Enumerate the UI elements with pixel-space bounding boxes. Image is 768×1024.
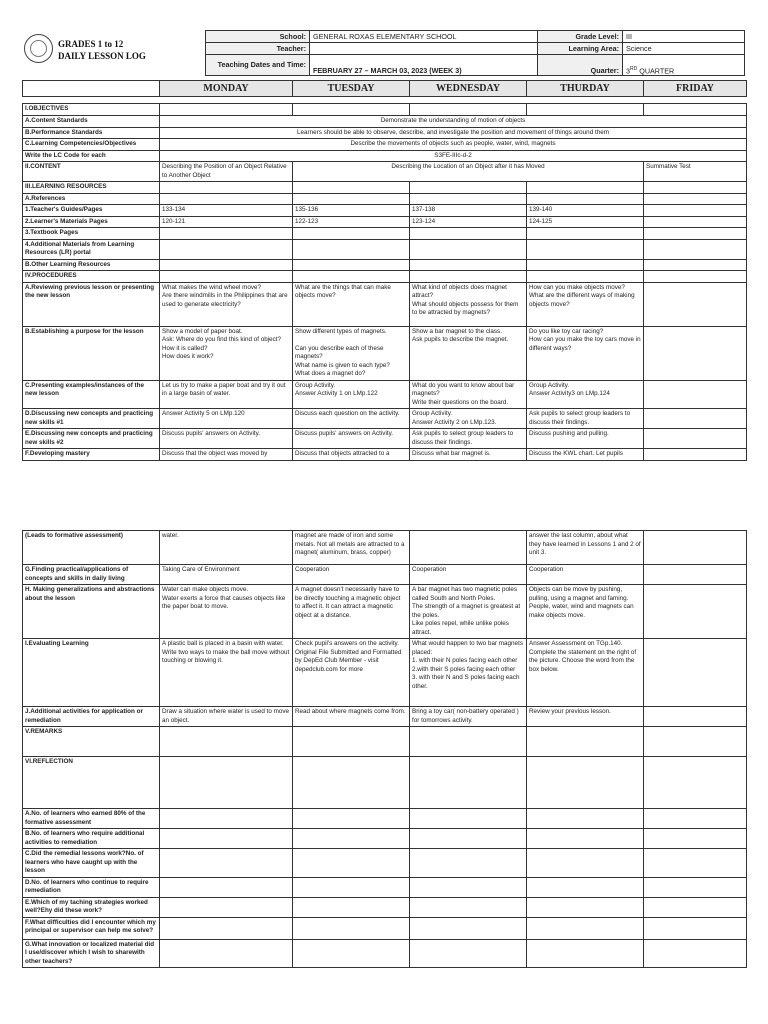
- row-label: E.Discussing new concepts and practicing new skills #2: [23, 429, 160, 449]
- day-cell: [410, 727, 527, 757]
- table-row: [23, 707, 747, 727]
- day-cell: water.: [160, 531, 293, 565]
- day-cell: [293, 897, 410, 917]
- table-row: [23, 150, 747, 162]
- day-cell: [160, 271, 293, 283]
- teacher-label: Teacher:: [206, 43, 310, 55]
- day-cell: Cooperation: [527, 565, 644, 585]
- row-label: H. Making generalizations and abstractions about the lesson: [23, 585, 160, 639]
- day-cell: Discuss that objects attracted to a: [293, 449, 410, 461]
- day-cell: Cooperation: [293, 565, 410, 585]
- row-label: B.Performance Standards: [23, 127, 160, 139]
- day-cell: [160, 104, 293, 116]
- day-cell: 133-134: [160, 205, 293, 217]
- day-cell: [527, 809, 644, 829]
- day-cell: 124-125: [527, 216, 644, 228]
- day-cell: [644, 282, 747, 326]
- row-label: A.Content Standards: [23, 116, 160, 128]
- day-cell: [644, 897, 747, 917]
- day-cell: [644, 409, 747, 429]
- day-cell: [160, 757, 293, 809]
- dates-label: Teaching Dates and Time:: [206, 55, 310, 76]
- day-cell: [293, 939, 410, 968]
- row-label: F.What difficulties did I encounter which my principal or supervisor can help me solve?: [23, 917, 160, 939]
- table-row: [23, 193, 747, 205]
- day-cell: [410, 757, 527, 809]
- day-heading-wednesday: WEDNESDAY: [410, 81, 527, 97]
- day-cell: [410, 809, 527, 829]
- table-row: [23, 449, 747, 461]
- table-row: [23, 639, 747, 707]
- table-row: [23, 877, 747, 897]
- day-cell: [644, 809, 747, 829]
- day-cell: Review your previous lesson.: [527, 707, 644, 727]
- table-row: [23, 271, 747, 283]
- day-cell: 139-140: [527, 205, 644, 217]
- table-row: [23, 116, 747, 128]
- day-cell: Draw a situation where water is used to move an object.: [160, 707, 293, 727]
- row-label: I.Evaluating Learning: [23, 639, 160, 707]
- row-label: 1.Teacher's Guides/Pages: [23, 205, 160, 217]
- day-cell: [644, 449, 747, 461]
- day-cell: [293, 239, 410, 259]
- day-cell: [644, 259, 747, 271]
- day-cell: 122-123: [293, 216, 410, 228]
- table-row: [23, 205, 747, 217]
- day-cell: [644, 727, 747, 757]
- day-cell: [160, 727, 293, 757]
- deped-seal-logo: [24, 34, 53, 63]
- day-cell: Discuss that the object was moved by: [160, 449, 293, 461]
- table-row: [23, 239, 747, 259]
- day-cell: answer the last column, about what they have learned in Lessons 1 and 2 of unit 3.: [527, 531, 644, 565]
- table-row: [23, 380, 747, 409]
- day-cell: 123-124: [410, 216, 527, 228]
- table-row: [23, 127, 747, 139]
- day-cell: [293, 104, 410, 116]
- day-cell: [527, 917, 644, 939]
- day-cell: [644, 239, 747, 259]
- table-row: [23, 409, 747, 429]
- school-label: School:: [206, 31, 310, 43]
- day-cell: [410, 877, 527, 897]
- day-cell: [410, 829, 527, 849]
- page-gap: [0, 478, 768, 528]
- day-cell: 120-121: [160, 216, 293, 228]
- row-label: A.Reviewing previous lesson or presenting the new lesson: [23, 282, 160, 326]
- day-cell: Show a model of paper boat. Ask: Where do you find this kind of object? How it is called? How does it work?: [160, 326, 293, 380]
- day-cell: Ask pupils to select group leaders to discuss their findings.: [527, 409, 644, 429]
- table-row: [23, 585, 747, 639]
- grade-level-label: Grade Level:: [538, 31, 623, 43]
- row-label: D.No. of learners who continue to require remediation: [23, 877, 160, 897]
- row-label: F.Developing mastery: [23, 449, 160, 461]
- day-cell: Discuss pupils' answers on Activity.: [160, 429, 293, 449]
- day-cell: What makes the wind wheel move? Are there windmills in the Philippines that are used to generate electricity?: [160, 282, 293, 326]
- title-line-1: GRADES 1 to 12: [58, 39, 124, 49]
- day-cell: Summative Test: [644, 162, 747, 182]
- day-cell: [410, 259, 527, 271]
- day-cell: [644, 757, 747, 809]
- day-cell: [527, 271, 644, 283]
- day-cell: Bring a toy car( non-battery operated ) for tomorrows activity.: [410, 707, 527, 727]
- day-cell: [160, 849, 293, 878]
- day-cell: [160, 897, 293, 917]
- table-row: [23, 939, 747, 968]
- table-row: [23, 429, 747, 449]
- day-cell: What do you want to know about bar magnets? Write their questions on the board.: [410, 380, 527, 409]
- row-label: 4.Additional Materials from Learning Resources (LR) portal: [23, 239, 160, 259]
- day-cell: [644, 877, 747, 897]
- day-cell: Discuss each question on the activity.: [293, 409, 410, 429]
- day-cell: What would happen to two bar magnets placed: 1. with their N poles facing each other 2.with their S poles facing each other 3. with their N and S poles facing each other.: [410, 639, 527, 707]
- day-cell: [293, 809, 410, 829]
- day-cell: [644, 182, 747, 194]
- day-cell: [527, 104, 644, 116]
- day-cell: [410, 531, 527, 565]
- day-cell: [527, 727, 644, 757]
- day-cell: [160, 917, 293, 939]
- day-cell: A magnet doesn't necessarily have to be directly touching a magnetic object to affect it. It can attract a magnetic object at a distance.: [293, 585, 410, 639]
- day-cell: [160, 829, 293, 849]
- day-cell: [410, 182, 527, 194]
- table-row: [23, 531, 747, 565]
- day-cell: 135-136: [293, 205, 410, 217]
- day-cell: [644, 205, 747, 217]
- day-cell: [644, 939, 747, 968]
- table-row: [23, 757, 747, 809]
- day-cell: [410, 939, 527, 968]
- day-cell: magnet are made of iron and some metals. Not all metals are attracted to a magnet( aluminum, brass, copper): [293, 531, 410, 565]
- header-info-table: [205, 30, 745, 76]
- row-label: E.Which of my taching strategies worked well?Ehy did these work?: [23, 897, 160, 917]
- day-cell: [527, 849, 644, 878]
- day-cell: [644, 228, 747, 240]
- row-label: V.REMARKS: [23, 727, 160, 757]
- day-cell: [644, 707, 747, 727]
- day-cell: Discuss the KWL chart. Let pupils: [527, 449, 644, 461]
- row-label: A.References: [23, 193, 160, 205]
- day-cell: [644, 429, 747, 449]
- day-cell: Ask pupils to select group leaders to discuss their findings.: [410, 429, 527, 449]
- day-cell: [527, 182, 644, 194]
- row-label: A.No. of learners who earned 80% of the formative assessment: [23, 809, 160, 829]
- day-cell: [527, 939, 644, 968]
- day-cell: [527, 259, 644, 271]
- day-cell: [293, 271, 410, 283]
- table-row: [23, 917, 747, 939]
- day-cell: [410, 228, 527, 240]
- day-cell: [644, 326, 747, 380]
- day-cell: [293, 228, 410, 240]
- day-cell: Group Activity. Answer Activity3 on LMp.124: [527, 380, 644, 409]
- teacher-value: [310, 43, 538, 55]
- day-cell: [410, 917, 527, 939]
- day-cell: A plastic ball is placed in a basin with water. Write two ways to make the ball move without touching or blowing it.: [160, 639, 293, 707]
- day-cell: [644, 380, 747, 409]
- day-cell: Group Activity. Answer Activity 2 on LMp.123.: [410, 409, 527, 429]
- table-row: [23, 565, 747, 585]
- row-label: 3.Textbook Pages: [23, 228, 160, 240]
- day-cell: [644, 565, 747, 585]
- table-row: [23, 162, 747, 182]
- table-row: [23, 282, 747, 326]
- spanned-cell: Describing the Location of an Object after it has Moved: [293, 162, 644, 182]
- day-cell: [410, 849, 527, 878]
- day-cell: [293, 193, 410, 205]
- day-cell: [293, 757, 410, 809]
- day-cell: [160, 939, 293, 968]
- row-label: G.Finding practical/applications of concepts and skills in daily living: [23, 565, 160, 585]
- day-cell: [644, 216, 747, 228]
- row-label: C.Did the remedial lessons work?No. of learners who have caught up with the lesson: [23, 849, 160, 878]
- day-cell: [644, 193, 747, 205]
- row-label: B.Other Learning Resources: [23, 259, 160, 271]
- day-cell: [527, 897, 644, 917]
- day-cell: Check pupil's answers on the activity. Original File Submitted and Formatted by DepEd Club Member - visit depedclub.com for more: [293, 639, 410, 707]
- day-cell: [410, 239, 527, 259]
- table-row: [23, 897, 747, 917]
- row-label: D.Discussing new concepts and practicing new skills #1: [23, 409, 160, 429]
- row-label: B.No. of learners who require additional activities to remediation: [23, 829, 160, 849]
- day-heading-monday: MONDAY: [160, 81, 293, 97]
- day-cell: [160, 228, 293, 240]
- day-cell: Discuss pushing and pulling.: [527, 429, 644, 449]
- day-cell: [527, 193, 644, 205]
- title-line-2: DAILY LESSON LOG: [58, 51, 146, 61]
- day-cell: [644, 849, 747, 878]
- lesson-table-page-2: [22, 530, 747, 968]
- day-cell: Discuss pupils' answers on Activity.: [293, 429, 410, 449]
- grade-level-value: III: [623, 31, 745, 43]
- quarter-label: Quarter:: [538, 55, 623, 76]
- row-label: IV.PROCEDURES: [23, 271, 160, 283]
- table-row: [23, 849, 747, 878]
- learning-area-value: Science: [623, 43, 745, 55]
- table-row: [23, 182, 747, 194]
- day-cell: Objects can be move by pushing, pulling, using a magnet and faming. People, water, wind and magnets can make objects move.: [527, 585, 644, 639]
- day-cell: [410, 271, 527, 283]
- day-cell: Show different types of magnets. Can you describe each of these magnets? What name is given to each type? What does a magnet do?: [293, 326, 410, 380]
- day-heading-thurday: THURDAY: [527, 81, 644, 97]
- day-cell: [293, 849, 410, 878]
- day-cell: [410, 897, 527, 917]
- day-cell: [293, 727, 410, 757]
- day-cell: [293, 917, 410, 939]
- row-label: B.Establishing a purpose for the lesson: [23, 326, 160, 380]
- day-cell: Describing the Position of an Object Relative to Another Object: [160, 162, 293, 182]
- day-cell: What are the things that can make objects move?: [293, 282, 410, 326]
- lesson-table-page-1: [22, 103, 747, 461]
- day-cell: Read about where magnets come from.: [293, 707, 410, 727]
- day-cell: [527, 877, 644, 897]
- table-row: [23, 216, 747, 228]
- day-cell: Cooperation: [410, 565, 527, 585]
- day-cell: [160, 239, 293, 259]
- day-cell: [527, 239, 644, 259]
- table-row: [23, 829, 747, 849]
- row-label: VI.REFLECTION: [23, 757, 160, 809]
- table-row: [23, 259, 747, 271]
- day-cell: [160, 193, 293, 205]
- day-cell: 137-138: [410, 205, 527, 217]
- day-cell: [160, 809, 293, 829]
- day-cell: [293, 877, 410, 897]
- day-cell: [527, 757, 644, 809]
- day-heading-tuesday: TUESDAY: [293, 81, 410, 97]
- day-cell: [644, 104, 747, 116]
- day-cell: Water can make objects move. Water exerts a force that causes objects like the paper boat to move.: [160, 585, 293, 639]
- day-cell: Discuss what bar magnet is.: [410, 449, 527, 461]
- day-heading-blank: [23, 81, 160, 97]
- day-cell: [527, 228, 644, 240]
- table-row: [23, 326, 747, 380]
- table-row: [23, 809, 747, 829]
- day-cell: Do you like toy car racing? How can you make the toy cars move in different ways?: [527, 326, 644, 380]
- day-cell: [644, 271, 747, 283]
- day-cell: [644, 917, 747, 939]
- day-cell: [410, 104, 527, 116]
- day-cell: Taking Care of Environment: [160, 565, 293, 585]
- day-cell: Show a bar magnet to the class. Ask pupils to describe the magnet.: [410, 326, 527, 380]
- day-headings: [22, 80, 747, 97]
- row-label: II.CONTENT: [23, 162, 160, 182]
- row-label: I.OBJECTIVES: [23, 104, 160, 116]
- day-cell: [293, 829, 410, 849]
- spanned-cell: Demonstrate the understanding of motion of objects: [160, 116, 747, 128]
- row-label: J.Additional activities for application or remediation: [23, 707, 160, 727]
- day-cell: [644, 829, 747, 849]
- spanned-cell: S3FE-IIIc-d-2: [160, 150, 747, 162]
- day-cell: Group Activity. Answer Activity 1 on LMp.122: [293, 380, 410, 409]
- day-cell: [644, 585, 747, 639]
- day-cell: Let us try to make a paper boat and try it out in a large basin of water.: [160, 380, 293, 409]
- day-cell: [160, 877, 293, 897]
- row-label: G.What innovation or localized material did I use/discover which I wish to sharewith other teachers?: [23, 939, 160, 968]
- quarter-value: 3RD QUARTER: [623, 55, 745, 76]
- day-cell: [160, 259, 293, 271]
- day-cell: [527, 829, 644, 849]
- table-row: [23, 104, 747, 116]
- day-cell: Answer Activity 5 on LMp.120: [160, 409, 293, 429]
- day-cell: [644, 639, 747, 707]
- school-value: GENERAL ROXAS ELEMENTARY SCHOOL: [310, 31, 538, 43]
- day-cell: What kind of objects does magnet attract? What should objects possess for them to be attracted by magnets?: [410, 282, 527, 326]
- table-row: [23, 727, 747, 757]
- day-cell: [293, 182, 410, 194]
- row-label: III.LEARNING RESOURCES: [23, 182, 160, 194]
- day-cell: [160, 182, 293, 194]
- day-cell: [293, 259, 410, 271]
- row-label: (Leads to formative assessment): [23, 531, 160, 565]
- spanned-cell: Describe the movements of objects such as people, water, wind, magnets: [160, 139, 747, 151]
- learning-area-label: Learning Area:: [538, 43, 623, 55]
- row-label: C.Learning Competencies/Objectives: [23, 139, 160, 151]
- row-label: C.Presenting examples/instances of the new lesson: [23, 380, 160, 409]
- day-cell: How can you make objects move? What are the different ways of making objects move?: [527, 282, 644, 326]
- day-cell: Answer Assessment on TGp.140. Complete the statement on the right of the picture. Choose the word from the box below.: [527, 639, 644, 707]
- day-heading-friday: FRIDAY: [644, 81, 747, 97]
- row-label: 2.Learner's Materials Pages: [23, 216, 160, 228]
- day-cell: [644, 531, 747, 565]
- table-row: [23, 139, 747, 151]
- row-label: Write the LC Code for each: [23, 150, 160, 162]
- day-cell: A bar magnet has two magnetic poles called South and North Poles. The strength of a magnet is greatest at the poles. Like poles repel, while unlike poles attract.: [410, 585, 527, 639]
- spanned-cell: Learners should be able to observe, describe, and investigate the position and movement of things around them: [160, 127, 747, 139]
- table-row: [23, 228, 747, 240]
- day-cell: [410, 193, 527, 205]
- dates-value: FEBRUARY 27 – MARCH 03, 2023 (WEEK 3): [310, 55, 538, 76]
